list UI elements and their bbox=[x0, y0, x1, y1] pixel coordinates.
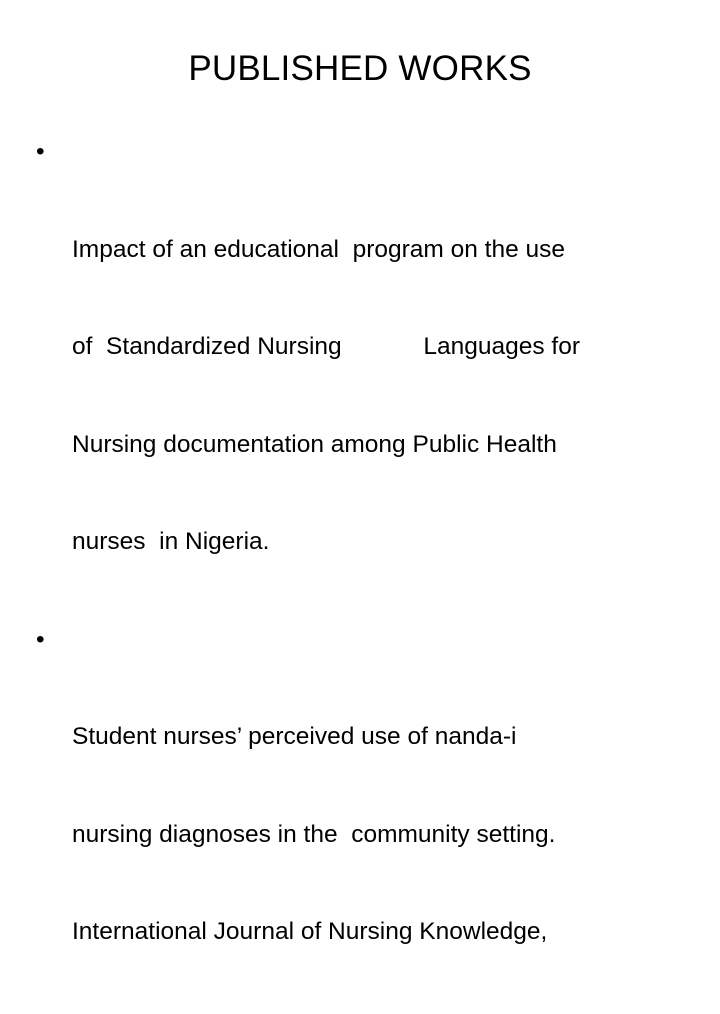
bullet-list bbox=[36, 136, 686, 1014]
bullet-dot-icon: • bbox=[36, 625, 45, 653]
bullet-item-student-nurses bbox=[36, 624, 686, 1014]
bullet-line: nursing diagnoses in the community setting. bbox=[72, 820, 556, 848]
bullet-line: Nursing documentation among Public Health bbox=[72, 430, 557, 458]
bullet-dot-icon: • bbox=[36, 138, 45, 165]
slide-title: PUBLISHED WORKS bbox=[188, 49, 532, 88]
bullet-line: International Journal of Nursing Knowledge, bbox=[72, 918, 548, 945]
bullet-line: nurses in Nigeria. bbox=[72, 528, 270, 555]
bullet-item-educational-program bbox=[36, 136, 686, 624]
bullet-line: Student nurses’ perceived use of nanda-i bbox=[72, 723, 517, 750]
bullet-line: Impact of an educational program on the use bbox=[72, 235, 566, 263]
bullet-line: of Standardized Nursing Languages for bbox=[72, 333, 580, 360]
